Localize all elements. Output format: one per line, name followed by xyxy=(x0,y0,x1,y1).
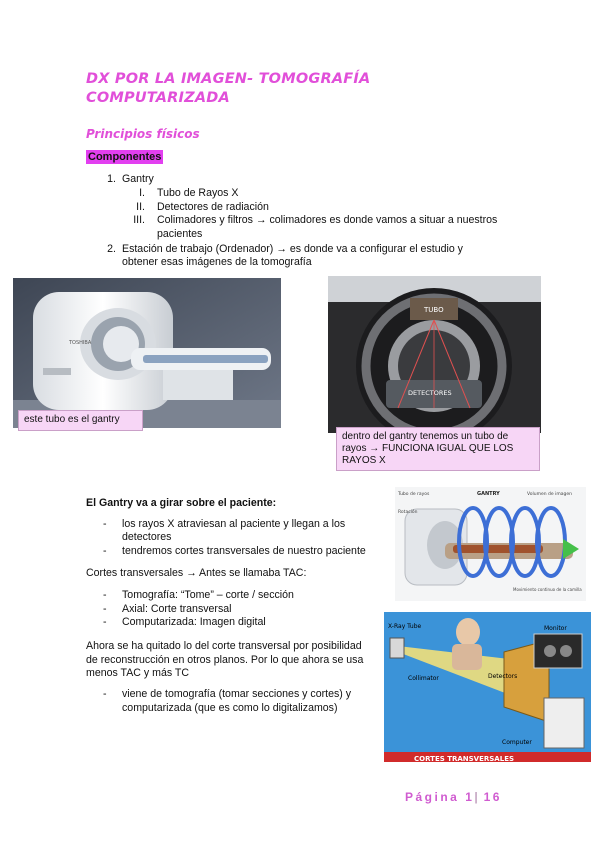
list-item: los rayos X atraviesan al paciente y llegan a los xyxy=(122,518,346,530)
page-title: DX POR LA IMAGEN- TOMOGRAFÍA COMPUTARIZADA xyxy=(86,71,371,106)
list-item: Axial: Corte transversal xyxy=(122,603,232,615)
paragraph-line: Ahora se ha quitado lo del corte transversal por posibilidad xyxy=(86,640,362,652)
bullet-dash: - xyxy=(103,616,107,628)
diagram-label: Tubo de rayos xyxy=(398,492,430,497)
ct-system-diagram xyxy=(384,612,591,762)
gantry-heading: El Gantry va a girar sobre el paciente: xyxy=(86,497,277,509)
sublist-number: I. xyxy=(139,187,145,199)
list-item: tendremos cortes transversales de nuestro paciente xyxy=(122,545,366,557)
diagram-label: Detectors xyxy=(488,673,518,680)
diagram-label: X-Ray Tube xyxy=(388,623,422,630)
bullet-dash: - xyxy=(103,545,107,557)
diagram-label: Monitor xyxy=(544,625,567,632)
list-item-continuation: computarizada (que es como lo digitalizamos) xyxy=(122,702,338,714)
gantry-interior-photo xyxy=(328,276,541,433)
paragraph-line: menos TAC y más TC xyxy=(86,667,190,679)
label-detectors: DETECTORES xyxy=(408,389,452,397)
brand-text: TOSHIBA xyxy=(69,340,92,346)
list-item-continuation: obtener esas imágenes de la tomografía xyxy=(122,256,312,268)
sublist-number: II. xyxy=(136,201,145,213)
diagram-label: Rotación xyxy=(398,510,418,515)
diagram-label: Volumen de imagen xyxy=(527,492,572,497)
sublist-number: III. xyxy=(133,214,145,226)
diagram-label: Collimator xyxy=(408,675,439,682)
ct-photo-caption: este tubo es el gantry xyxy=(18,410,143,431)
list-item: Computarizada: Imagen digital xyxy=(122,616,266,628)
diagram-label: CORTES TRANSVERSALES xyxy=(414,755,515,762)
components-heading: Componentes xyxy=(88,151,162,163)
page-number: 1 xyxy=(465,790,475,804)
page-total: 16 xyxy=(483,790,502,804)
sublist-item-continuation: pacientes xyxy=(157,228,203,240)
cortes-line: Cortes transversales → Antes se llamaba TAC: xyxy=(86,567,307,579)
list-item-continuation: detectores xyxy=(122,531,172,543)
list-number: 1. xyxy=(107,173,116,185)
bullet-dash: - xyxy=(103,589,107,601)
bullet-dash: - xyxy=(103,603,107,615)
helical-scan-diagram xyxy=(395,487,586,601)
list-item: Tomografía: “Tome” – corte / sección xyxy=(122,589,294,601)
sublist-item: Detectores de radiación xyxy=(157,201,269,213)
bullet-dash: - xyxy=(103,518,107,530)
list-item: Estación de trabajo (Ordenador) → es donde va a configurar el estudio y xyxy=(122,243,463,255)
bullet-dash: - xyxy=(103,688,107,700)
list-item: Gantry xyxy=(122,173,154,185)
ct-scanner-photo xyxy=(13,278,281,428)
gantry-interior-caption: dentro del gantry tenemos un tubo de rayos → FUNCIONA IGUAL QUE LOS RAYOS X xyxy=(336,427,540,471)
diagram-label: Movimiento continuo de la camilla xyxy=(513,587,582,592)
paragraph-line: de reconstrucción en otros planos. Por lo que ahora se usa xyxy=(86,654,364,666)
sublist-item: Colimadores y filtros → colimadores es donde vamos a situar a nuestros xyxy=(157,214,498,226)
sublist-item: Tubo de Rayos X xyxy=(157,187,239,199)
diagram-label: Computer xyxy=(502,739,532,746)
page-footer xyxy=(405,790,502,804)
list-item: viene de tomografía (tomar secciones y cortes) y xyxy=(122,688,352,700)
section-subtitle: Principios físicos xyxy=(86,127,200,141)
page-label: Página xyxy=(405,790,460,804)
label-tube: TUBO xyxy=(424,306,444,314)
page-separator: | xyxy=(474,790,478,804)
diagram-label: GANTRY xyxy=(477,491,500,497)
list-number: 2. xyxy=(107,243,116,255)
